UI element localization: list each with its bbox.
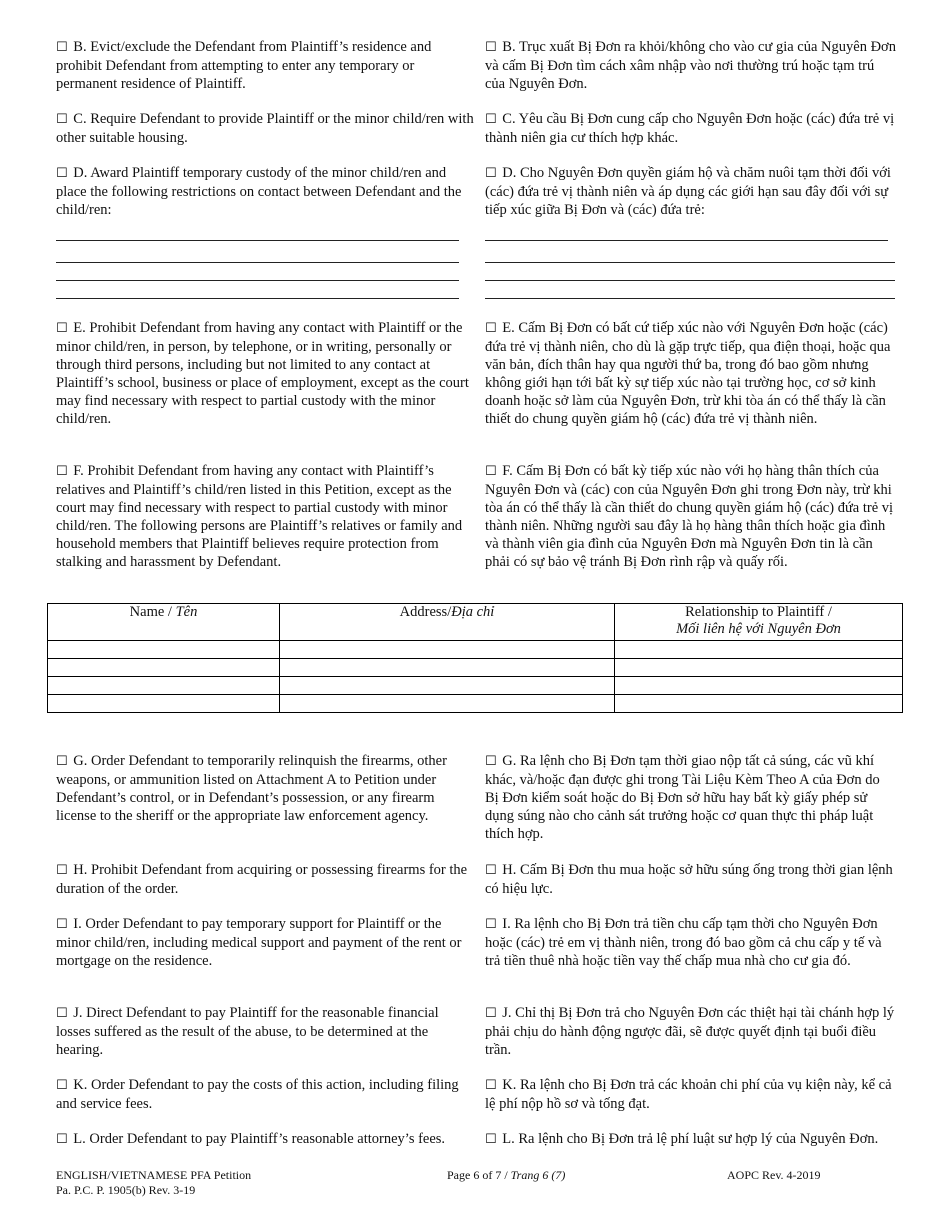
blank-line[interactable] [56,280,459,281]
table-cell[interactable] [48,659,280,677]
item-h-vi: ☐ H. Cấm Bị Đơn thu mua hoặc sở hữu súng ống trong thời gian lệnh có hiệu lực. [485,862,893,897]
item-b-vi: ☐ B. Trục xuất Bị Đơn ra khỏi/không cho vào cư gia của Nguyên Đơn và cấm Bị Đơn tìm cách xâm nhập vào nơi thường trú hoặc tạm trú của Nguyên Đơn. [485,39,896,92]
checkbox-g-vi[interactable]: ☐ [485,754,497,769]
blank-line[interactable] [485,280,895,281]
checkbox-l-en[interactable]: ☐ [56,1132,68,1147]
table-cell[interactable] [615,695,903,713]
footer-rule: Pa. P.C. P. 1905(b) Rev. 3-19 [56,1183,196,1197]
checkbox-b-en[interactable]: ☐ [56,40,68,55]
relatives-table [47,603,903,713]
item-g-en: ☐ G. Order Defendant to temporarily relinquish the firearms, other weapons, or ammunition listed on Attachment A to Petition under Defendant’s control, or in Defendant’s possession, or any firearm license to the sheriff or the appropriate law enforcement agency. [56,753,447,824]
blank-line[interactable] [485,262,895,263]
item-i-vi: ☐ I. Ra lệnh cho Bị Đơn trả tiền chu cấp tạm thời cho Nguyên Đơn hoặc (các) trẻ em vị thành niên, trong đó bao gồm cả chu cấp y tế và trả tiền thuê nhà hoặc tiền vay thế chấp mua nhà cho cư gia đó. [485,916,882,969]
item-c-en: ☐ C. Require Defendant to provide Plaintiff or the minor child/ren with other suitable housing. [56,111,474,146]
table-header-row [48,604,903,641]
checkbox-i-vi[interactable]: ☐ [485,917,497,932]
checkbox-k-vi[interactable]: ☐ [485,1078,497,1093]
table-cell[interactable] [280,695,615,713]
item-b-en: ☐ B. Evict/exclude the Defendant from Plaintiff’s residence and prohibit Defendant from attempting to enter any temporary or permanent residence of Plaintiff. [56,39,432,92]
table-cell[interactable] [615,659,903,677]
table-cell[interactable] [48,695,280,713]
item-e-vi: ☐ E. Cấm Bị Đơn có bất cứ tiếp xúc nào với Nguyên Đơn hoặc (các) đứa trẻ vị thành niên, cho dù là gặp trực tiếp, qua điện thoại, hoặc qua văn bản, đích thân hay qua người thứ ba, trong đó bao gồm nhưng không giới hạn tới bất kỳ sự tiếp xúc nào tại trường học, cơ sở kinh doanh hoặc sở làm của Nguyên Đơn, trừ khi tòa án có thể thấy là cần thiết do chung quyền giám hộ (các) đứa trẻ vị thành niên. [485,320,891,427]
item-j-en: ☐ J. Direct Defendant to pay Plaintiff for the reasonable financial losses suffered as the result of the abuse, to be determined at the hearing. [56,1005,439,1058]
checkbox-f-vi[interactable]: ☐ [485,464,497,479]
item-i-en: ☐ I. Order Defendant to pay temporary support for Plaintiff or the minor child/ren, including medical support and payment of the rent or mortgage on the residence. [56,916,462,969]
table-cell[interactable] [615,641,903,659]
item-j-vi: ☐ J. Chỉ thị Bị Đơn trả cho Nguyên Đơn các thiệt hại tài chánh hợp lý phải chịu do hành động ngược đãi, sẽ được quyết định tại buổi điều trần. [485,1005,895,1058]
checkbox-h-en[interactable]: ☐ [56,863,68,878]
checkbox-l-vi[interactable]: ☐ [485,1132,497,1147]
checkbox-f-en[interactable]: ☐ [56,464,68,479]
table-header-relationship: Relationship to Plaintiff / Mối liên hệ với Nguyên Đơn [615,604,903,641]
blank-line[interactable] [485,240,888,241]
checkbox-d-vi[interactable]: ☐ [485,166,497,181]
checkbox-i-en[interactable]: ☐ [56,917,68,932]
item-d-en: ☐ D. Award Plaintiff temporary custody of the minor child/ren and place the following restrictions on contact between Defendant and the child/ren: [56,165,462,218]
checkbox-j-en[interactable]: ☐ [56,1006,68,1021]
item-f-vi: ☐ F. Cấm Bị Đơn có bất kỳ tiếp xúc nào với họ hàng thân thích của Nguyên Đơn và (các) con của Nguyên Đơn ghi trong Đơn này, trừ khi tòa án có thể thấy là cần thiết do chung quyền giám hộ (các) đứa trẻ vị thành niên. Những người sau đây là họ hàng thân thích hoặc gia đình và thành viên gia đình của Nguyên Đơn mà Nguyên Đơn tin là cần phải có sự bảo vệ tránh Bị Đơn rình rập và quấy rối. [485,463,894,570]
checkbox-d-en[interactable]: ☐ [56,166,68,181]
checkbox-c-vi[interactable]: ☐ [485,112,497,127]
checkbox-b-vi[interactable]: ☐ [485,40,497,55]
item-e-en: ☐ E. Prohibit Defendant from having any contact with Plaintiff or the minor child/ren, in person, by telephone, or in writing, personally or through third persons, including but not limited to any contact at Plaintiff’s school, business or place of employment, except as the court may find necessary with respect to partial custody with the minor child/ren. [56,320,469,427]
table-cell[interactable] [615,677,903,695]
checkbox-c-en[interactable]: ☐ [56,112,68,127]
table-cell[interactable] [48,641,280,659]
table-cell[interactable] [48,677,280,695]
checkbox-e-en[interactable]: ☐ [56,321,68,336]
item-l-en: ☐ L. Order Defendant to pay Plaintiff’s reasonable attorney’s fees. [56,1131,446,1147]
table-row [48,659,903,677]
footer-page-number: Page 6 of 7 / Trang 6 (7) [447,1168,566,1182]
item-g-vi: ☐ G. Ra lệnh cho Bị Đơn tạm thời giao nộp tất cả súng, các vũ khí khác, và/hoặc đạn được ghi trong Tài Liệu Kèm Theo A của Đơn do Bị Đơn kiểm soát hoặc do Bị Đơn sở hữu hay bất kỳ giấy phép sử dụng súng nào cho cảnh sát trưởng hoặc cơ quan thực thi pháp luật thích hợp. [485,753,880,842]
footer-revision: AOPC Rev. 4-2019 [727,1168,821,1182]
blank-line[interactable] [56,262,459,263]
item-f-en: ☐ F. Prohibit Defendant from having any contact with Plaintiff’s relatives and Plaintiff’s child/ren listed in this Petition, except as the court may find necessary with respect to partial custody with minor child/ren. The following persons are Plaintiff’s relatives or family and household members that Plaintiff believes require protection from stalking and harassment by Defendant. [56,463,463,570]
checkbox-j-vi[interactable]: ☐ [485,1006,497,1021]
checkbox-g-en[interactable]: ☐ [56,754,68,769]
table-cell[interactable] [280,641,615,659]
item-l-vi: ☐ L. Ra lệnh cho Bị Đơn trả lệ phí luật sư hợp lý của Nguyên Đơn. [485,1131,879,1147]
table-row [48,641,903,659]
table-header-address: Address/Địa chỉ [280,604,615,641]
item-h-en: ☐ H. Prohibit Defendant from acquiring or possessing firearms for the duration of the order. [56,862,468,897]
footer-form-name: ENGLISH/VIETNAMESE PFA Petition [56,1168,252,1182]
item-k-en: ☐ K. Order Defendant to pay the costs of this action, including filing and service fees. [56,1077,459,1112]
table-row [48,695,903,713]
table-header-name: Name / Tên [48,604,280,641]
blank-line[interactable] [56,298,459,299]
item-k-vi: ☐ K. Ra lệnh cho Bị Đơn trả các khoản chi phí của vụ kiện này, kể cả lệ phí nộp hồ sơ và tống đạt. [485,1077,892,1112]
item-d-vi: ☐ D. Cho Nguyên Đơn quyền giám hộ và chăm nuôi tạm thời đối với (các) đứa trẻ vị thành niên và áp dụng các giới hạn sau đây đối với sự tiếp xúc giữa Bị Đơn và (các) đứa trẻ: [485,165,891,218]
item-c-vi: ☐ C. Yêu cầu Bị Đơn cung cấp cho Nguyên Đơn hoặc (các) đứa trẻ vị thành niên gia cư thích hợp khác. [485,111,895,146]
checkbox-e-vi[interactable]: ☐ [485,321,497,336]
blank-line[interactable] [485,298,895,299]
table-cell[interactable] [280,659,615,677]
blank-line[interactable] [56,240,459,241]
checkbox-k-en[interactable]: ☐ [56,1078,68,1093]
table-cell[interactable] [280,677,615,695]
table-row [48,677,903,695]
checkbox-h-vi[interactable]: ☐ [485,863,497,878]
